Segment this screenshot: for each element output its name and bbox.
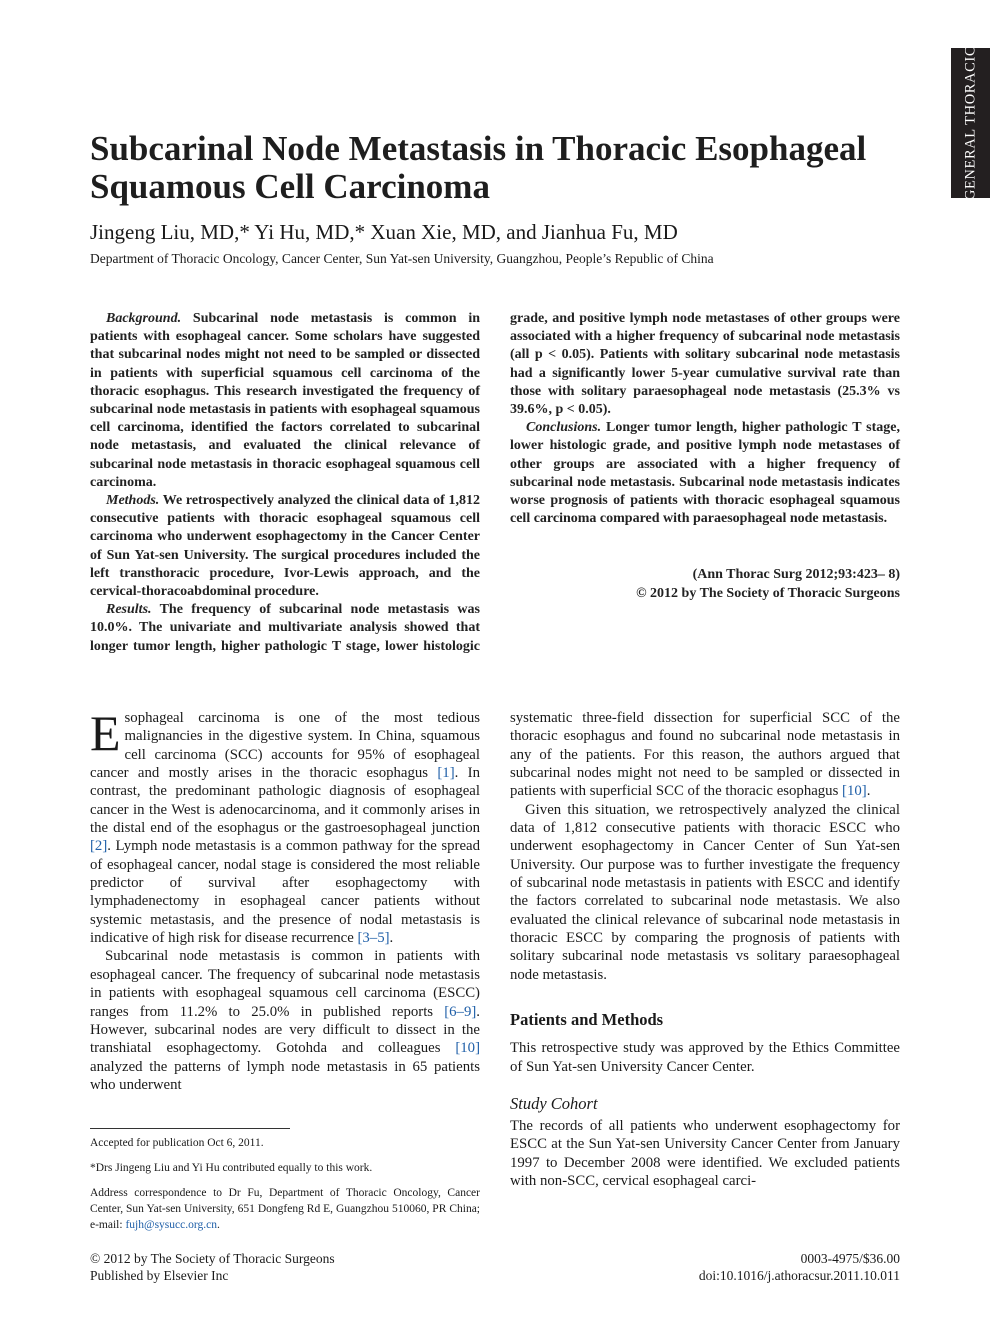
abstract-background bbox=[90, 310, 480, 492]
section-heading-patients-methods: Patients and Methods bbox=[510, 1010, 664, 1030]
intro-paragraph-2-cont bbox=[510, 709, 900, 801]
reference-link[interactable]: [6–9] bbox=[444, 1003, 477, 1020]
intro-text: sophageal carcinoma is one of the most tedious malignancies in the digestive system. In China, squamous cell carcinoma (SCC) accounts for 95% of esophageal cancer and mostly arises in the thoracic esophagus bbox=[90, 710, 480, 782]
intro-text: systematic three-field dissection for superficial SCC of the thoracic esophagus and found no subcarinal node metastasis in any of the patients. For this reason, the authors argued that subcarinal nodes might not need to be sampled or dissected in patients with superficial SCC of the thoracic esophagus bbox=[510, 710, 900, 800]
intro-paragraph-3: Given this situation, we retrospectively analyzed the clinical data of 1,812 consecutive patients with thoracic ESCC who underwent esophagectomy in Cancer Center of Sun Yat-sen University. Our purpose was to further investigate the frequency of subcarinal node metastasis in patients with ESCC and identify the factors correlated to subcarinal node metastasis. We also evaluated the clinical relevance of subcarinal node metastasis in thoracic ESCC by comparing the prognosis of patients with solitary subcarinal node metastasis vs solitary paraesophageal node metastasis. bbox=[510, 801, 900, 983]
intro-text: . However, subcarinal nodes are very difficult to dissect in the transhiatal esophagectomy. Gotohda and colleagues bbox=[90, 1003, 480, 1057]
author-list: Jingeng Liu, MD,* Yi Hu, MD,* Xuan Xie, MD, and Jianhua Fu, MD bbox=[90, 220, 678, 244]
abstract-citation bbox=[510, 566, 900, 602]
results-text: The frequency of subcarinal node metastasis was 10.0%. The univariate and multivariate analysis showed that longer tumor length, higher pathologic T stage, lower histologic grade, and positive lymph node metastases of other groups were associated with a higher frequency of subcarinal node metastasis (all p < 0.05). Patients with solitary subcarinal node metastasis had a significantly lower 5-year cumulative survival rate than those with solitary paraesophageal node metastasis (25.3% vs 39.6%, p < 0.05). bbox=[90, 311, 900, 654]
article-title: Subcarinal Node Metastasis in Thoracic Esophageal Squamous Cell Carcinoma bbox=[90, 129, 867, 206]
methods-text: We retrospectively analyzed the clinical data of 1,812 consecutive patients with thoracic esophageal squamous cell carcinoma who underwent esophagectomy in the Cancer Center of Sun Yat-sen University. The surgical procedures included the left transthoracic procedure, Ivor-Lewis approach, and the cervical-thoracoabdominal procedure. bbox=[90, 493, 480, 600]
footer-copyright: © 2012 by The Society of Thoracic Surgeons bbox=[90, 1251, 335, 1266]
subsection-heading-study-cohort: Study Cohort bbox=[510, 1093, 598, 1113]
correspondence-text: Address correspondence to Dr Fu, Department of Thoracic Oncology, Cancer Center, Sun Yat-sen University, 651 Dongfeng Rd E, Guangzhou 510060, PR China; e-mail: bbox=[90, 1187, 480, 1231]
section-tab bbox=[951, 45, 990, 201]
footer-publisher: Published by Elsevier Inc bbox=[90, 1268, 229, 1283]
reference-link[interactable]: [1] bbox=[437, 765, 455, 782]
citation-text: (Ann Thorac Surg 2012;93:423– 8) bbox=[692, 567, 900, 583]
footnotes bbox=[90, 1135, 480, 1242]
footnote-equal-contribution: *Drs Jingeng Liu and Yi Hu contributed equally to this work. bbox=[90, 1162, 373, 1174]
abstract-conclusions bbox=[510, 419, 900, 528]
footer-right bbox=[600, 1250, 900, 1284]
reference-link[interactable]: [2] bbox=[90, 838, 108, 855]
methods-paragraph-1: This retrospective study was approved by the Ethics Committee of Sun Yat-sen University Cancer Center. bbox=[510, 1040, 900, 1075]
background-text: Subcarinal node metastasis is common in patients with esophageal cancer. Some scholars have suggested that subcarinal nodes might not need to be sampled or dissected in patients with superficial squamous cell carcinoma of the thoracic esophagus. This research investigated the frequency of subcarinal node metastasis in patients with esophageal squamous cell carcinoma, identified the factors correlated to subcarinal node metastasis, and evaluated the clinical relevance of subcarinal node metastasis in thoracic esophageal squamous cell carcinoma. bbox=[90, 311, 480, 490]
conclusions-text: Longer tumor length, higher pathologic T stage, lower histologic grade, and positive lymph node metastases of other groups are associated with a higher frequency of subcarinal node metastasis. Subcarinal node metastasis indicates worse prognosis of patients with thoracic esophageal squamous cell carcinoma compared with paraesophageal node metastasis. bbox=[510, 420, 901, 527]
methods-label: Methods. bbox=[106, 493, 160, 509]
footnote-correspondence bbox=[90, 1185, 480, 1233]
intro-text: analyzed the patterns of lymph node metastasis in 65 patients who underwent bbox=[90, 1058, 480, 1093]
affiliation: Department of Thoracic Oncology, Cancer Center, Sun Yat-sen University, Guangzhou, People’s Republic of China bbox=[90, 251, 714, 266]
email-link[interactable]: fujh@sysucc.org.cn bbox=[125, 1219, 217, 1231]
methods-paragraph-2: The records of all patients who underwent esophagectomy for ESCC at the Sun Yat-sen University Cancer Center from January 1997 to December 2008 were identified. We excluded patients with non-SCC, cervical esophageal carci- bbox=[510, 1117, 900, 1189]
intro-text: . Lymph node metastasis is a common pathway for the spread of esophageal cancer, nodal stage is considered the most reliable predictor of survival after esophagectomy with lymphadenectomy in esophageal cancer patients without systemic metastasis, and the presence of nodal metastasis is indicative of high risk for disease recurrence bbox=[90, 838, 480, 947]
intro-text: . In contrast, the predominant pathologic diagnosis of esophageal cancer in the West is adenocarcinoma, and it commonly arises in the distal end of the esophagus or the gastroesophageal junction bbox=[90, 765, 480, 837]
intro-text: . bbox=[389, 930, 394, 947]
reference-link[interactable]: [3–5] bbox=[357, 930, 390, 947]
abstract-copyright: © 2012 by The Society of Thoracic Surgeons bbox=[636, 585, 900, 601]
footnote-accepted: Accepted for publication Oct 6, 2011. bbox=[90, 1137, 264, 1149]
drop-cap: E bbox=[90, 705, 121, 761]
intro-paragraph-1 bbox=[90, 705, 480, 947]
footer-left bbox=[90, 1250, 335, 1284]
intro-text: . bbox=[866, 783, 871, 800]
footnote-divider bbox=[90, 1128, 290, 1129]
intro-text: Subcarinal node metastasis is common in patients with esophageal cancer. The frequency of subcarinal node metastasis in patients with esophageal squamous cell carcinoma (ESCC) ranges from 11.2% to 25.0% in published reports bbox=[90, 948, 480, 1020]
reference-link[interactable]: [10] bbox=[455, 1040, 480, 1057]
footer-price: 0003-4975/$36.00 bbox=[800, 1251, 900, 1266]
abstract bbox=[90, 310, 900, 665]
correspondence-text: . bbox=[216, 1219, 220, 1231]
conclusions-label: Conclusions. bbox=[526, 420, 602, 436]
results-label: Results. bbox=[106, 602, 152, 618]
footer-doi: doi:10.1016/j.athoracsur.2011.10.011 bbox=[698, 1268, 900, 1283]
intro-paragraph-2 bbox=[90, 947, 480, 1094]
section-tab-label: GENERAL THORACIC bbox=[962, 45, 978, 201]
background-label: Background. bbox=[106, 311, 182, 326]
reference-link[interactable]: [10] bbox=[842, 783, 867, 800]
abstract-methods bbox=[90, 492, 480, 601]
